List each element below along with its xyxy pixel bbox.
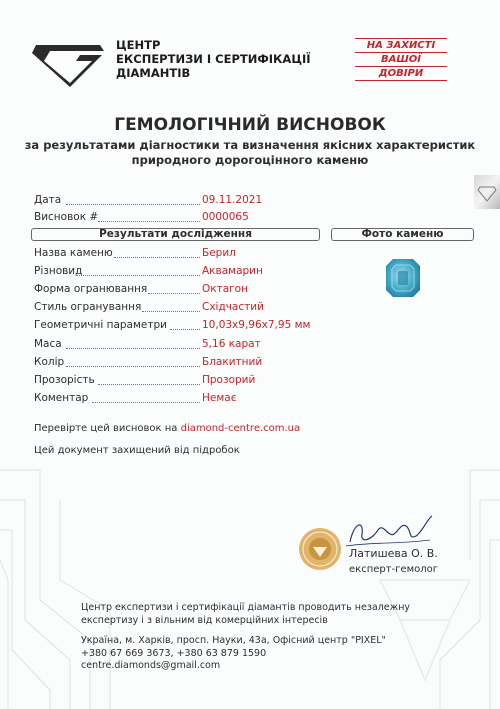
subtitle-line-1: за результатами діагностики та визначення якісних характеристик xyxy=(24,138,476,152)
expert-signature xyxy=(342,512,434,552)
result-value: Блакитний xyxy=(202,355,263,368)
leader-dots xyxy=(114,256,200,258)
hologram-sticker-icon xyxy=(474,175,500,209)
slogan-line-2: ВАШОЇ xyxy=(381,54,421,65)
result-value: 5,16 карат xyxy=(202,337,261,350)
result-value: Берил xyxy=(202,247,236,259)
document-subtitle xyxy=(0,138,500,168)
date-value: 09.11.2021 xyxy=(202,194,263,206)
diamond-logo-icon xyxy=(30,35,110,87)
result-row xyxy=(34,337,334,351)
result-value: Немає xyxy=(202,391,237,404)
organization-name xyxy=(116,38,326,80)
verify-link[interactable]: diamond-centre.com.ua xyxy=(180,423,301,434)
expert-name: Латишева О. В. xyxy=(349,547,438,560)
leader-dots xyxy=(76,274,200,276)
result-row xyxy=(34,391,334,405)
gemstone-photo xyxy=(385,258,421,298)
photo-section-header: Фото каменю xyxy=(331,228,474,241)
result-row xyxy=(34,246,334,260)
leader-dots xyxy=(98,383,200,385)
result-label: Колір xyxy=(34,355,65,368)
gold-seal-icon xyxy=(298,527,342,571)
result-label: Геометричні параметри xyxy=(34,319,167,332)
leader-dots xyxy=(98,220,200,222)
phones[interactable]: +380 67 669 3673, +380 63 879 1590 xyxy=(81,647,267,659)
document-title: ГЕМОЛОГІЧНИЙ ВИСНОВОК xyxy=(114,115,386,135)
email[interactable]: centre.diamonds@gmail.com xyxy=(81,660,221,671)
disclaimer-line-2: експертизу і з вільним від комерційних інтересів xyxy=(81,615,328,626)
result-label: Форма огранювання xyxy=(34,283,148,296)
disclaimer xyxy=(81,601,421,627)
leader-dots xyxy=(66,347,200,349)
address: Україна, м. Харків, просп. Науки, 43а, Офісний центр "PIXEL" xyxy=(81,635,386,646)
result-label: Стиль огранування xyxy=(34,301,142,314)
date-label: Дата xyxy=(34,194,62,206)
result-row xyxy=(34,264,334,278)
result-value: Аквамарин xyxy=(202,265,263,278)
result-row xyxy=(34,373,334,387)
org-name-line-1: ЦЕНТР xyxy=(116,38,161,52)
leader-dots xyxy=(66,203,200,205)
verify-note xyxy=(34,423,300,434)
result-value: Східчастий xyxy=(202,301,264,314)
result-label: Маса xyxy=(34,337,62,350)
slogan-stamp xyxy=(355,36,447,84)
result-value: 10,03x9,96x7,95 мм xyxy=(202,319,311,332)
contacts-block xyxy=(81,635,421,673)
result-value: Прозорий xyxy=(202,373,256,386)
result-label: Прозорість xyxy=(34,373,95,386)
subtitle-line-2: природного дорогоцінного каменю xyxy=(131,153,369,167)
date-row xyxy=(34,193,334,207)
leader-dots xyxy=(66,365,200,367)
report-number-value: 0000065 xyxy=(202,211,249,223)
result-row xyxy=(34,300,334,314)
leader-dots xyxy=(148,292,200,294)
slogan-line-1: НА ЗАХИСТІ xyxy=(366,40,436,51)
result-row xyxy=(34,318,334,332)
leader-dots xyxy=(92,401,200,403)
leader-dots xyxy=(170,328,200,330)
result-label: Різновид xyxy=(34,265,83,278)
expert-role: експерт-гемолог xyxy=(349,564,438,575)
slogan-line-3: ДОВІРИ xyxy=(378,68,424,79)
report-number-label: Висновок # xyxy=(34,211,99,223)
result-row xyxy=(34,355,334,369)
result-label: Коментар xyxy=(34,391,89,404)
verify-text: Перевірте цей висновок на xyxy=(34,423,181,434)
org-name-line-2: ЕКСПЕРТИЗИ І СЕРТИФІКАЦІЇ xyxy=(116,52,311,66)
org-name-line-3: ДІАМАНТІВ xyxy=(116,66,191,80)
result-row xyxy=(34,282,334,296)
report-number-row xyxy=(34,210,334,224)
result-value: Октагон xyxy=(202,283,248,296)
result-label: Назва каменю xyxy=(34,247,113,259)
disclaimer-line-1: Центр експертизи і сертифікації діамантів проводить незалежну xyxy=(81,602,411,613)
protection-note: Цей документ захищений від підробок xyxy=(34,445,240,456)
leader-dots xyxy=(142,310,200,312)
results-section-header: Результати дослідження xyxy=(31,228,320,241)
